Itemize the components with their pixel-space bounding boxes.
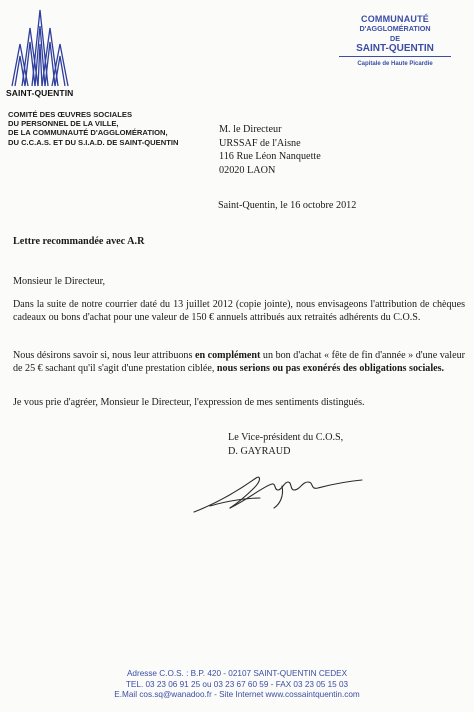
committee-line: COMITÉ DES ŒUVRES SOCIALES (8, 110, 133, 119)
logo-caption: SAINT-QUENTIN (6, 88, 74, 98)
saint-quentin-logo (8, 4, 72, 94)
place-and-date: Saint-Quentin, le 16 octobre 2012 (218, 200, 357, 211)
footer-contact (0, 669, 474, 701)
handwritten-signature (190, 468, 380, 518)
recipient-line: M. le Directeur (219, 124, 282, 135)
community-city: SAINT-QUENTIN (356, 43, 434, 54)
paragraph-2-text: un bon d'achat « fête de fin d'année » d'une valeur de 25 € sachant qu'il s'agit d'une prestation ciblée, (13, 350, 465, 375)
recipient-line: 116 Rue Léon Nanquette (219, 151, 321, 163)
committee-line: DE LA COMMUNAUTÉ D'AGGLOMÉRATION, (8, 128, 168, 138)
registered-mail-notice: Lettre recommandée avec A.R (13, 236, 145, 247)
community-preposition: DE (390, 34, 400, 43)
closing-formula: Je vous prie d'agréer, Monsieur le Directeur, l'expression de mes sentiments distingués. (13, 397, 365, 408)
committee-address-block (8, 110, 178, 147)
footer-address: Adresse C.O.S. : B.P. 420 - 02107 SAINT-QUENTIN CEDEX (126, 669, 348, 678)
community-header (330, 14, 460, 69)
paragraph-2-emphasis: en complément (194, 350, 261, 361)
community-subtitle: D'AGGLOMÉRATION (359, 24, 431, 33)
salutation: Monsieur le Directeur, (13, 276, 106, 287)
committee-line: DU PERSONNEL DE LA VILLE, (8, 119, 119, 129)
paragraph-2 (13, 349, 465, 376)
paragraph-1: Dans la suite de notre courrier daté du 13 juillet 2012 (copie jointe), nous envisageons l'attribution de chèques cadeaux ou bons d'achat pour une valeur de 150 € annuels attribués aux retraités adhérents du C.O.S. (13, 299, 465, 324)
signatory-name: D. GAYRAUD (228, 445, 291, 457)
recipient-line: 02020 LAON (219, 164, 276, 176)
recipient-address (219, 123, 321, 177)
paragraph-2-question: nous serions ou pas exonérés des obligations sociales. (216, 363, 445, 375)
signatory-title: Le Vice-président du C.O.S, (228, 432, 344, 443)
signatory-block (228, 431, 343, 458)
footer-email-website: E.Mail cos.sq@wanadoo.fr - Site Internet www.cossaintquentin.com (114, 690, 360, 700)
community-title: COMMUNAUTÉ (361, 14, 429, 24)
footer-phone-fax: TEL. 03 23 06 91 25 ou 03 23 67 60 59 - FAX 03 23 05 15 03 (125, 679, 349, 689)
community-divider (339, 56, 451, 57)
committee-line: DU C.C.A.S. ET DU S.I.A.D. DE SAINT-QUENTIN (8, 137, 179, 147)
paragraph-2-text: Nous désirons savoir si, nous leur attribuons (13, 350, 195, 361)
community-tagline: Capitale de Haute Picardie (357, 61, 433, 67)
recipient-line: URSSAF de l'Aisne (219, 137, 301, 149)
